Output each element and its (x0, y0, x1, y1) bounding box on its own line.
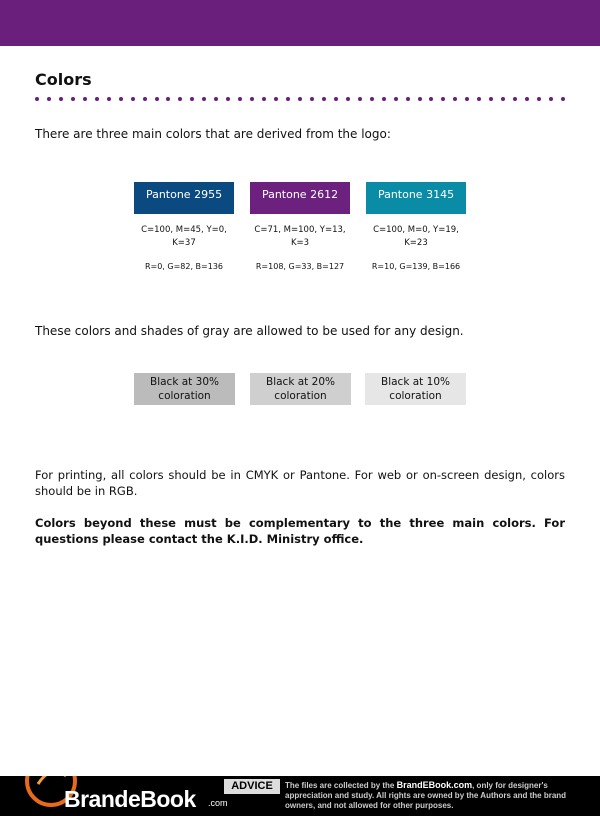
rgb-values: R=0, G=82, B=136 (144, 262, 224, 271)
divider-dot (71, 97, 75, 101)
divider-dot (178, 97, 182, 101)
disclaimer-text (285, 780, 591, 811)
divider-dot (107, 97, 111, 101)
divider-dot (453, 97, 457, 101)
gray-label: Black at 10% (381, 376, 450, 388)
divider-dot (429, 97, 433, 101)
swatch-pantone-2955: Pantone 2955 (134, 182, 234, 214)
brandebook-logo-suffix: .com (208, 798, 228, 808)
complementary-note: Colors beyond these must be complementary to the three main colors. For questions please contact the K.I.D. Ministry office. (35, 516, 565, 546)
cmyk-line: C=100, M=45, Y=0, (141, 225, 227, 235)
divider-dot (83, 97, 87, 101)
gray-shades (134, 373, 466, 405)
divider-dot (418, 97, 422, 101)
gray-label: coloration (274, 390, 327, 402)
divider-dot (226, 97, 230, 101)
cmyk-line: C=100, M=0, Y=19, (373, 225, 459, 235)
gray-label: Black at 20% (266, 376, 335, 388)
divider-dot (166, 97, 170, 101)
divider-dot (298, 97, 302, 101)
brandebook-logo-text: BrandeBook (64, 786, 196, 812)
printing-guidance: For printing, all colors should be in CMYK or Pantone. For web or on-screen design, colors should be in RGB. (35, 468, 565, 498)
color-card-pantone-2612 (250, 182, 350, 273)
rgb-values: R=108, G=33, B=127 (255, 262, 345, 271)
gray-label: coloration (158, 390, 211, 402)
allowed-colors-text: These colors and shades of gray are allowed to be used for any design. (35, 324, 464, 338)
rgb-values: R=10, G=139, B=166 (371, 262, 461, 271)
swatch-pantone-3145: Pantone 3145 (366, 182, 466, 214)
gray-label: Black at 30% (150, 376, 219, 388)
divider-dot (214, 97, 218, 101)
cmyk-values (134, 224, 234, 250)
disclaimer-pre: The files are collected by the (285, 781, 397, 790)
gray-swatch-20 (250, 373, 351, 405)
cmyk-line: K=37 (172, 238, 196, 248)
advice-label: ADVICE (224, 779, 280, 794)
disclaimer-brand[interactable]: BrandEBook.com (396, 780, 473, 790)
cmyk-values (250, 224, 350, 250)
cmyk-line: K=3 (290, 238, 310, 248)
divider-dot (406, 97, 410, 101)
divider-dot (238, 97, 242, 101)
gray-swatch-10 (365, 373, 466, 405)
footer-banner (0, 776, 600, 816)
page-title: Colors (35, 70, 92, 89)
divider-dot (35, 97, 39, 101)
divider-dot (262, 97, 266, 101)
divider-dot (155, 97, 159, 101)
divider-dot (59, 97, 63, 101)
gray-swatch-30 (134, 373, 235, 405)
divider-dot (334, 97, 338, 101)
divider-dot (394, 97, 398, 101)
cmyk-line: C=71, M=100, Y=13, (254, 225, 346, 235)
divider-dot (489, 97, 493, 101)
dotted-divider (35, 97, 565, 101)
color-card-pantone-2955 (134, 182, 234, 273)
divider-dot (322, 97, 326, 101)
divider-dot (358, 97, 362, 101)
intro-text: There are three main colors that are derived from the logo: (35, 127, 391, 141)
divider-dot (250, 97, 254, 101)
divider-dot (190, 97, 194, 101)
divider-dot (513, 97, 517, 101)
divider-dot (370, 97, 374, 101)
divider-dot (310, 97, 314, 101)
divider-dot (131, 97, 135, 101)
divider-dot (346, 97, 350, 101)
divider-dot (119, 97, 123, 101)
disclaimer-post: , only for designer's appreciation and study. All rights are owned by the Authors and the brand owners, and not allowed for other purposes. (285, 781, 567, 810)
divider-dot (47, 97, 51, 101)
divider-dot (274, 97, 278, 101)
divider-dot (202, 97, 206, 101)
cmyk-line: K=23 (404, 238, 428, 248)
cmyk-values (366, 224, 466, 250)
divider-dot (501, 97, 505, 101)
divider-dot (382, 97, 386, 101)
divider-dot (561, 97, 565, 101)
divider-dot (143, 97, 147, 101)
divider-dot (537, 97, 541, 101)
swatch-pantone-2612: Pantone 2612 (250, 182, 350, 214)
main-colors (134, 182, 466, 282)
header-bar (0, 0, 600, 46)
divider-dot (465, 97, 469, 101)
divider-dot (441, 97, 445, 101)
color-card-pantone-3145 (366, 182, 466, 273)
divider-dot (525, 97, 529, 101)
gray-label: coloration (389, 390, 442, 402)
divider-dot (286, 97, 290, 101)
divider-dot (477, 97, 481, 101)
divider-dot (95, 97, 99, 101)
divider-dot (549, 97, 553, 101)
